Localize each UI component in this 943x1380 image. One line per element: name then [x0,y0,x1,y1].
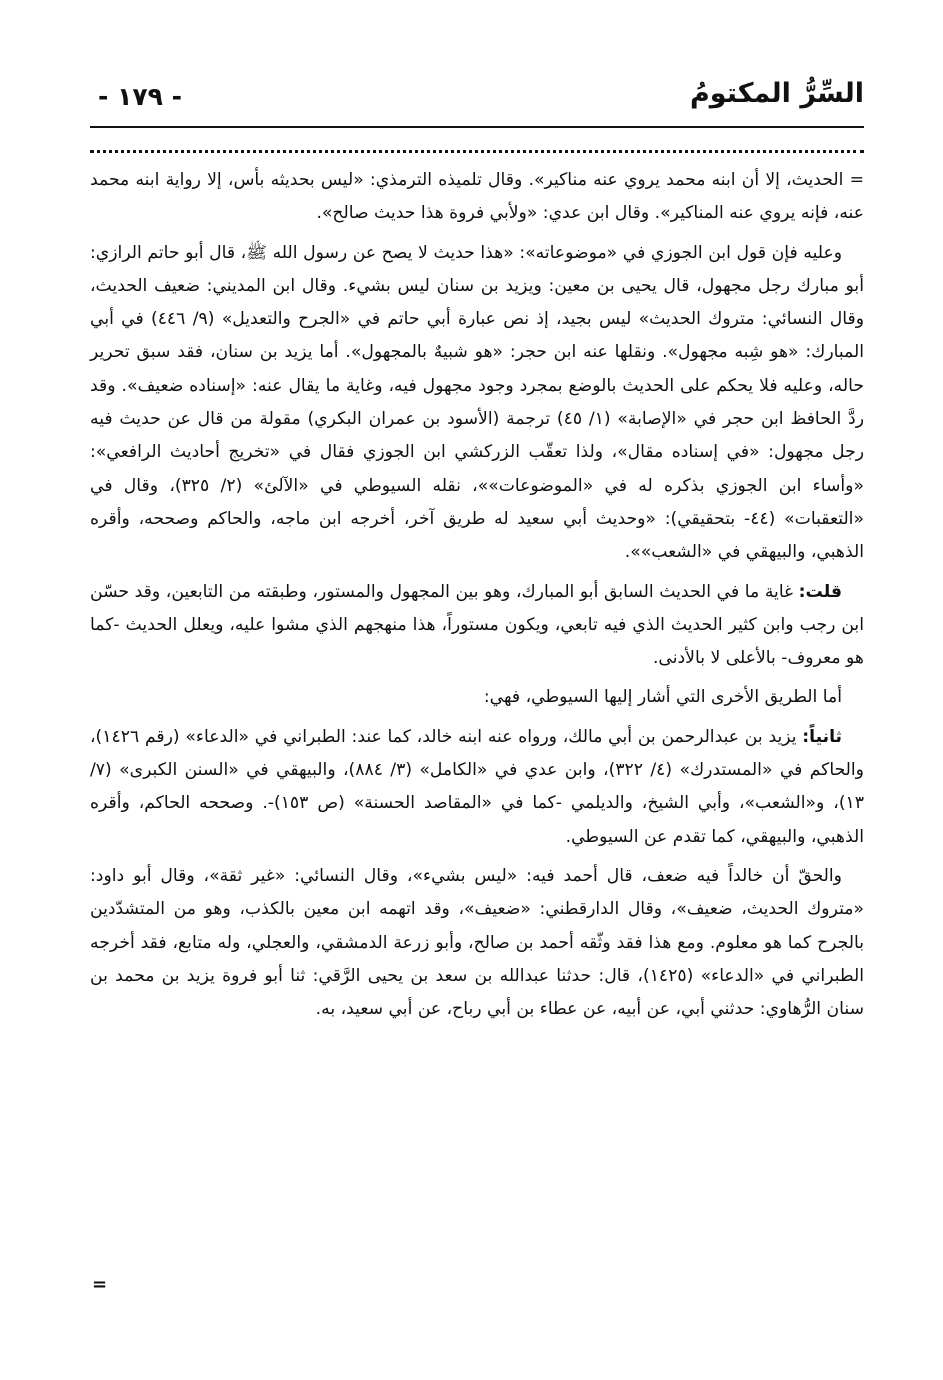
paragraph-3: قلت: غاية ما في الحديث السابق أبو المبارك، وهو بين المجهول والمستور، وطبقته من التابعين، وقد حسّن ابن رجب وابن كثير الحديث الذي فيه تابعي، ويكون مستوراً، هذا منهجهم الذي مشوا عليه، ويعلل الحديث -كما هو معروف- بالأعلى لا بالأدنى. [90,581,864,669]
paragraph-6: والحقّ أن خالداً فيه ضعف، قال أحمد فيه: «ليس بشيء»، وقال النسائي: «غير ثقة»، وقال أبو داود: «متروك الحديث، ضعيف»، وقال الدارقطني: «ضعيف»، وقد اتهمه ابن معين بالكذب، وهو من المتشدّدين بالجرح كما هو معلوم. ومع هذا فقد وثّقه أحمد بن صالح، وأبو زرعة الدمشقي، والعجلي، وله متابع، فقد أخرجه الطبراني في «الدعاء» (١٤٢٥)، قال: حدثنا عبدالله بن سعد بن يحيى الرَّقي: ثنا أبو فروة يزيد بن محمد بن سنان الرُّهاوي: حدثني أبي، عن أبيه، عن عطاء بن أبي رباح، عن أبي سعيد، به. [90,865,864,1020]
dotted-separator [90,150,864,153]
continuation-mark: = [92,1274,108,1295]
page-body [90,164,864,1032]
header-rule [90,126,864,128]
paragraph-2: وعليه فإن قول ابن الجوزي في «موضوعاته»: «هذا حديث لا يصح عن رسول الله ﷺ، قال أبو حاتم الرازي: أبو مبارك رجل مجهول، قال يحيى بن معين: ويزيد بن سنان ليس بشيء. وقال ابن المديني: ضعيف الحديث، وقال النسائي: متروك الحديث» ليس بجيد، إذ نص عبارة أبي حاتم في «الجرح والتعديل» (٩/ ٤٤٦) في أبي المبارك: «هو شِبه مجهول». ونقلها عنه ابن حجر: «هو شبيهٌ بالمجهول». أما يزيد بن سنان، فقد سبق تحرير حاله، وعليه فلا يحكم على الحديث بالوضع بمجرد وجود مجهول فيه، وغاية ما يقال عنه: «إسناده ضعيف». وقد ردَّ الحافظ ابن حجر في «الإصابة» (١/ ٤٥) ترجمة (الأسود بن عمران البكري) مقولة من قال عن حديث فيه رجل مجهول: «في إسناده مقال»، ولذا تعقّب الزركشي ابن الجوزي فقال في «تخريج أحاديث الرافعي»: «وأساء ابن الجوزي بذكره له في «الموضوعات»»، نقله السيوطي في «الآلئ» (٢/ ٣٢٥)، وقال في «التعقبات» (٤٤- بتحقيقي): «وحديث أبي سعيد له طريق آخر، أخرجه ابن ماجه، والحاكم وصححه، وأقره الذهبي، والبيهقي في «الشعب»». [90,242,864,563]
book-title: السِّرُّ المكتومُ [690,78,864,109]
paragraph-1: = الحديث، إلا أن ابنه محمد يروي عنه مناكير». وقال تلميذه الترمذي: «ليس بحديثه بأس، إلا رواية ابنه محمد عنه، فإنه يروي عنه المناكير». وقال ابن عدي: «ولأبي فروة هذا حديث صالح». [90,170,864,224]
paragraph-4: أما الطريق الأخرى التي أشار إليها السيوطي، فهي: [483,687,842,708]
paragraph-5: ثانياً: يزيد بن عبدالرحمن بن أبي مالك، ورواه عنه ابنه خالد، كما عند: الطبراني في «الدعاء» (رقم ١٤٢٦)، والحاكم في «المستدرك» (٤/ ٣٢٢)، وابن عدي في «الكامل» (٣/ ٨٨٤)، والبيهقي في «السنن الكبرى» (٧/ ١٣)، و«الشعب»، وأبي الشيخ، والديلمي -كما في «المقاصد الحسنة» (ص ١٥٣)-. وصححه الحاكم، وأقره الذهبي، والبيهقي، كما تقدم عن السيوطي. [90,726,864,847]
page-header [90,78,864,122]
page-number: - ١٧٩ - [98,82,182,111]
paragraph-lead: قلت: [798,581,842,602]
paragraph-lead: ثانياً: [802,726,842,747]
